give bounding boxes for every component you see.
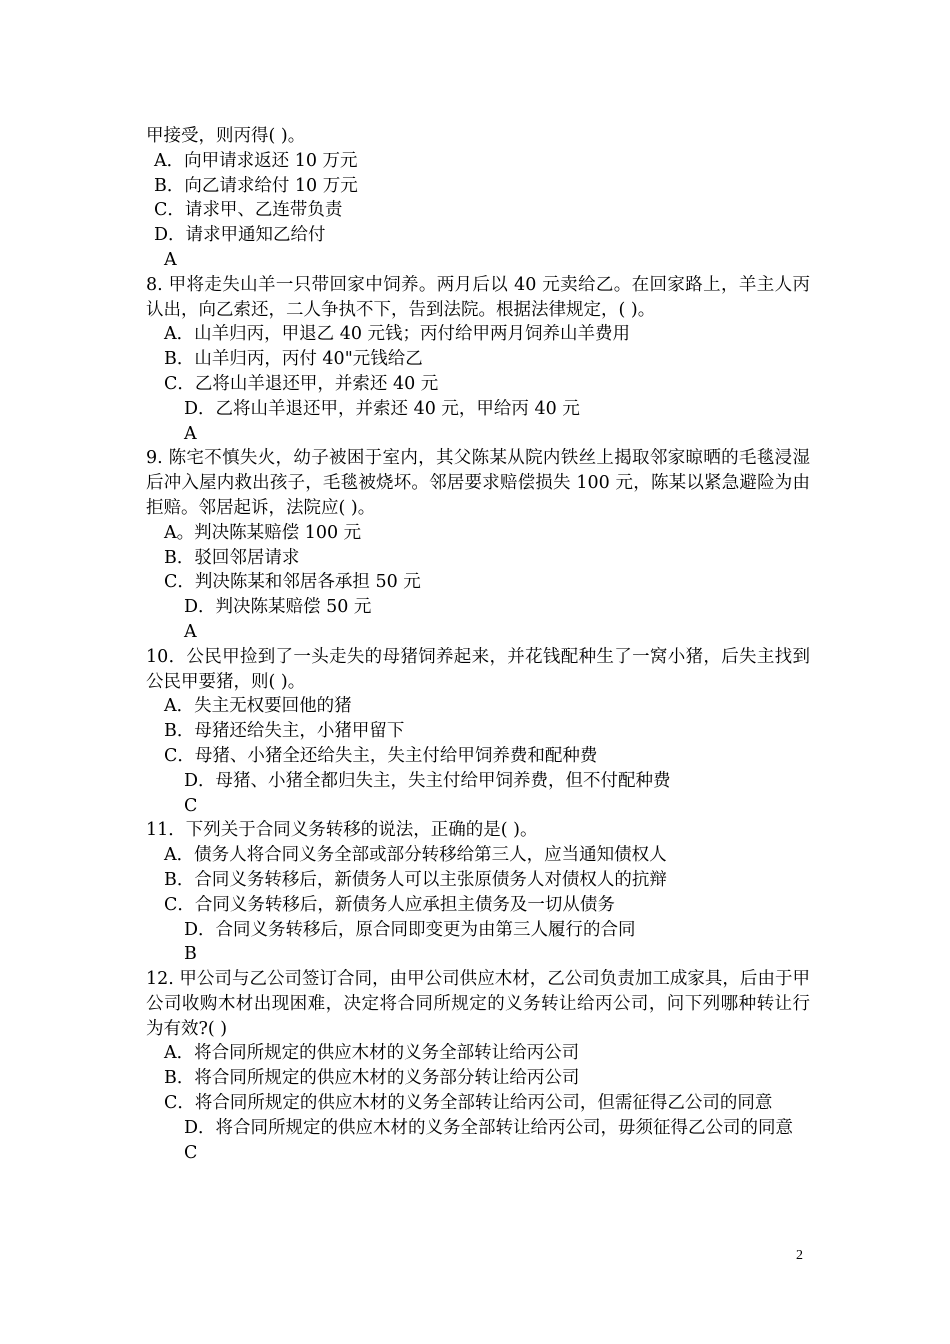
- q7-option-d: D．请求甲通知乙给付: [154, 225, 326, 246]
- q9-option-d: D．判决陈某赔偿 50 元: [184, 597, 372, 618]
- q8-option-b: B．山羊归丙，丙付 40"元钱给乙: [164, 349, 423, 370]
- q12-option-a: A．将合同所规定的供应木材的义务全部转让给丙公司: [164, 1043, 580, 1064]
- q10-option-d: D．母猪、小猪全都归失主，失主付给甲饲养费，但不付配种费: [184, 770, 671, 791]
- q12-option-c-label: C．: [164, 1093, 195, 1114]
- q12-answer: C: [184, 1142, 198, 1163]
- q8-option-c: C．乙将山羊退还甲，并索还 40 元: [164, 373, 439, 394]
- q10-answer: C: [184, 795, 198, 816]
- q12-option-c-text: 将合同所规定的供应木材的义务全部转让给丙公司，但需征得乙公司的同意: [194, 1093, 773, 1114]
- q10-option-c: C．母猪、小猪全还给失主，失主付给甲饲养费和配种费: [164, 745, 598, 766]
- q10-option-b: B．母猪还给失主，小猪甲留下: [164, 721, 405, 742]
- q11-option-c: C．合同义务转移后，新债务人应承担主债务及一切从债务: [164, 894, 615, 915]
- q9-option-a: A。判决陈某赔偿 100 元: [164, 522, 362, 543]
- q7-option-c: C．请求甲、乙连带负责: [154, 200, 343, 221]
- page-content: [146, 124, 810, 1165]
- q11-option-a: A．债务人将合同义务全部或部分转移给第三人，应当通知债权人: [164, 845, 667, 866]
- q12-option-b: B．将合同所规定的供应木材的义务部分转让给丙公司: [164, 1068, 580, 1089]
- q12-option-d-label: D．: [184, 1117, 216, 1138]
- q8-option-d: D．乙将山羊退还甲，并索还 40 元，甲给丙 40 元: [184, 398, 580, 419]
- q8-question: 8. 甲将走失山羊一只带回家中饲养。两月后以 40 元卖给乙。在回家路上，羊主人丙认出，向乙索还，二人争执不下，告到法院。根据法律规定，( )。: [146, 274, 810, 320]
- q7-option-b: B．向乙请求给付 10 万元: [154, 175, 358, 196]
- page-number: 2: [796, 1248, 803, 1263]
- q9-option-b: B．驳回邻居请求: [164, 547, 300, 568]
- q9-question: 9. 陈宅不慎失火，幼子被困于室内，其父陈某从院内铁丝上揭取邻家晾晒的毛毯浸湿后冲入屋内救出孩子，毛毯被烧坏。邻居要求赔偿损失 100 元，陈某以紧急避险为由拒赔。邻居起诉，法院应( )。: [146, 448, 810, 518]
- q12-question: 12. 甲公司与乙公司签订合同，由甲公司供应木材，乙公司负责加工成家具，后由于甲公司收购木材出现困难，决定将合同所规定的义务转让给丙公司，问下列哪种转让行为有效?( ): [146, 969, 810, 1039]
- q10-option-a: A．失主无权要回他的猪: [164, 696, 352, 717]
- q12-option-c: [146, 1091, 810, 1116]
- q12-option-d-text: 将合同所规定的供应木材的义务全部转让给丙公司，毋须征得乙公司的同意: [215, 1117, 794, 1138]
- q8-answer: A: [184, 423, 197, 444]
- q8-option-a: A．山羊归丙，甲退乙 40 元钱；丙付给甲两月饲养山羊费用: [164, 324, 631, 345]
- q7-option-a: A．向甲请求返还 10 万元: [154, 150, 358, 171]
- q11-question: 11．下列关于合同义务转移的说法，正确的是( )。: [146, 820, 538, 841]
- q7-answer: A: [164, 249, 177, 270]
- q11-answer: B: [184, 944, 197, 965]
- q9-option-c: C．判决陈某和邻居各承担 50 元: [164, 572, 421, 593]
- q11-option-b: B．合同义务转移后，新债务人可以主张原债务人对债权人的抗辩: [164, 869, 667, 890]
- q12-option-d: [146, 1116, 810, 1141]
- q7-tail: 甲接受，则丙得( )。: [146, 126, 306, 146]
- q9-answer: A: [184, 621, 197, 642]
- q10-question: 10．公民甲捡到了一头走失的母猪饲养起来，并花钱配种生了一窝小猪，后失主找到公民甲要猪，则( )。: [146, 646, 810, 692]
- q11-option-d: D．合同义务转移后，原合同即变更为由第三人履行的合同: [184, 919, 636, 940]
